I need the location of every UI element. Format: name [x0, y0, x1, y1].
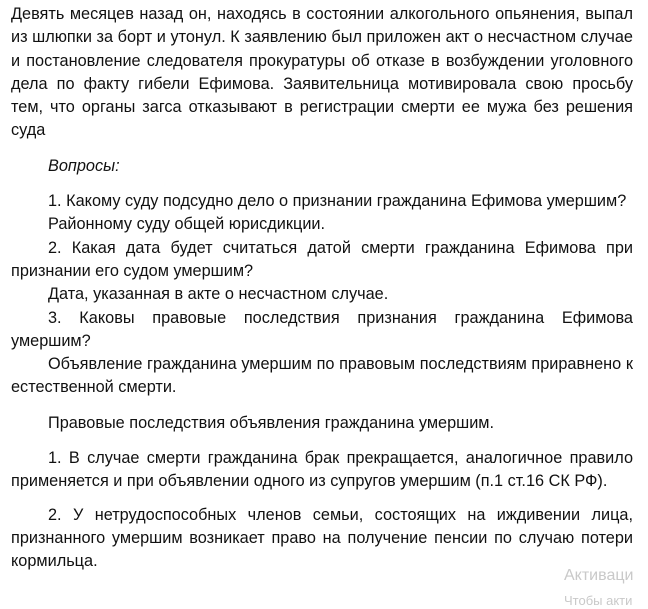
activation-watermark — [564, 566, 648, 609]
consequence-item-1: 1. В случае смерти гражданина брак прекращается, аналогичное правило применяется и при объявлении одного из супругов умершим (п.1 ст.16 СК РФ). — [11, 449, 633, 491]
intro-paragraph: Девять месяцев назад он, находясь в состоянии алкогольного опьянения, выпал из шлюпки за борт и утонул. К заявлению был приложен акт о несчастном случае и постановление следователя прокуратуры об отказе в возбуждении уголовного дела по факту гибели Ефимова. Заявительница мотивировала свою просьбу тем, что органы загса отказывают в регистрации смерти ее мужа без решения суда — [11, 5, 633, 140]
consequence-item-2: 2. У нетрудоспособных членов семьи, состоящих на иждивении лица, признанного умершим возникает право на получение пенсии по случаю потери кормильца. — [11, 505, 633, 571]
document-body — [11, 3, 633, 574]
answer-1: Районному суду общей юрисдикции. — [48, 215, 326, 234]
question-3: 3. Каковы правовые последствия признания гражданина Ефимова умершим? — [11, 308, 633, 350]
answer-2: Дата, указанная в акте о несчастном случае. — [48, 285, 389, 304]
watermark-line-2: Чтобы акти — [564, 593, 633, 608]
questions-title: Вопросы: — [48, 156, 120, 175]
watermark-line-1: Активаци — [564, 567, 634, 584]
question-1: 1. Какому суду подсудно дело о признании гражданина Ефимова умершим? — [48, 192, 627, 211]
answer-3: Объявление гражданина умершим по правовым последствиям приравнено к естественной смерти. — [11, 355, 633, 397]
question-2: 2. Какая дата будет считаться датой смерти гражданина Ефимова при признании его судом умершим? — [11, 238, 633, 280]
consequences-title: Правовые последствия объявления гражданина умершим. — [48, 413, 495, 432]
